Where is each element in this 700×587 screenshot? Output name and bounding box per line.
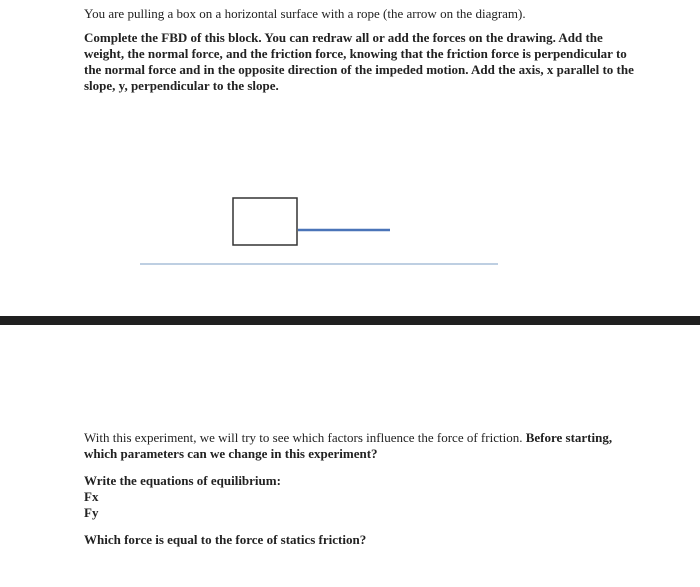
equation-fx: Fx xyxy=(84,489,99,504)
experiment-normal: With this experiment, we will try to see which factors influence the force of friction. xyxy=(84,430,523,445)
experiment-text xyxy=(84,430,624,462)
box xyxy=(233,198,297,245)
friction-question: Which force is equal to the force of statics friction? xyxy=(84,532,367,547)
section-divider xyxy=(0,316,700,325)
task-instructions: Complete the FBD of this block. You can redraw all or add the forces on the drawing. Add the weight, the normal force, and the friction force, knowing that the friction force is perpendicular to the normal force and in the opposite direction of the impeded motion. Add the axis, x parallel to the slope, y, perpendicular to the slope. xyxy=(84,30,634,93)
intro-text: You are pulling a box on a horizontal surface with a rope (the arrow on the diagram). xyxy=(84,6,526,21)
equations-title: Write the equations of equilibrium: xyxy=(84,473,281,488)
fbd-diagram xyxy=(0,190,700,280)
experiment-question: Before starting, which parameters can we change in this experiment? xyxy=(84,430,613,461)
equation-fy: Fy xyxy=(84,505,99,520)
